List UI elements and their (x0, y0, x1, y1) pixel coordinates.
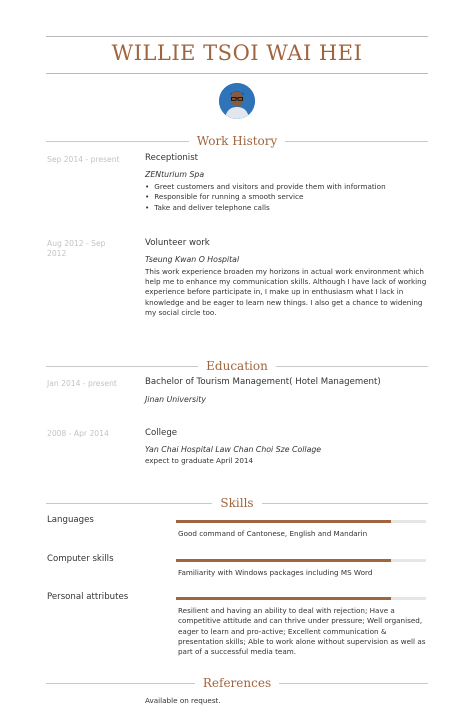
job-date: Aug 2012 - Sep 2012 (47, 239, 106, 258)
education-date: Jan 2014 - present (47, 379, 117, 388)
section-title-education: Education (0, 359, 474, 373)
job-title: Receptionist (145, 153, 199, 163)
section-title-references: References (0, 676, 474, 690)
skill-level-bar (176, 597, 426, 600)
list-item: • Greet customers and visitors and provide them with information (145, 182, 386, 192)
profile-photo (219, 83, 255, 119)
references-text: Available on request. (145, 696, 221, 705)
job-title: Volunteer work (145, 238, 210, 248)
list-item: • Take and deliver telephone calls (145, 203, 386, 213)
education-degree: Bachelor of Tourism Management( Hotel Management) (145, 377, 381, 387)
skill-level-bar (176, 559, 426, 562)
job-employer: ZENturium Spa (145, 170, 205, 179)
section-title-skills: Skills (0, 496, 474, 510)
list-item: • Responsible for running a smooth service (145, 192, 386, 202)
candidate-name: WILLIE TSOI WAI HEI (111, 41, 363, 65)
education-degree: College (145, 428, 178, 438)
skill-level-bar (176, 520, 426, 523)
name-underline (46, 73, 428, 74)
skill-label-personal: Personal attributes (47, 592, 129, 602)
skill-level-fill (176, 520, 391, 523)
skill-description: Resilient and having an ability to deal with rejection; Have a competitive attitude and can thrive under pressure; Well organised, eager to learn and pro-active; Excellent communication & presentation skills; Able to work alone without supervision as well as part of a successful media team. (178, 606, 426, 657)
skill-description: Good command of Cantonese, English and Mandarin (178, 529, 368, 538)
section-title-work-history: Work History (0, 134, 474, 148)
job-date: Sep 2014 - present (47, 155, 120, 164)
skill-level-fill (176, 597, 391, 600)
job-employer: Tseung Kwan O Hospital (145, 255, 240, 264)
education-school: Jinan University (145, 395, 206, 404)
education-note: expect to graduate April 2014 (145, 456, 254, 465)
skill-label-computer: Computer skills (47, 554, 114, 564)
person-icon (219, 83, 255, 119)
skill-level-fill (176, 559, 391, 562)
job-description: This work experience broaden my horizons in actual work environment which help me to enhance my communication skills. Although I have lack of working experience before participate in, I make up in enthusiasm what I lack in knowledge and be eager to learn new things. I also get a chance to widening my social circle too. (145, 267, 427, 317)
skill-label-languages: Languages (47, 515, 94, 525)
education-date: 2008 - Apr 2014 (47, 429, 109, 438)
skill-description: Familiarity with Windows packages including MS Word (178, 568, 373, 577)
top-rule (46, 36, 428, 37)
job-duties (145, 182, 386, 213)
education-school: Yan Chai Hospital Law Chan Choi Sze Collage (145, 445, 322, 454)
